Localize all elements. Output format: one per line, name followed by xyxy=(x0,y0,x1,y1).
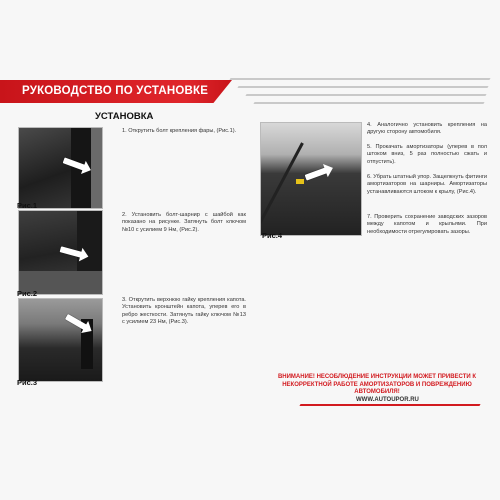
figure-1-photo xyxy=(18,127,103,209)
website-url[interactable]: WWW.AUTOUPOR.RU xyxy=(356,397,419,403)
figure-2-photo xyxy=(18,210,103,295)
warning-text xyxy=(266,374,488,397)
step-1-text: 1. Открутить болт крепления фары, (Рис.1). xyxy=(122,128,237,134)
banner-title: РУКОВОДСТВО ПО УСТАНОВКЕ xyxy=(22,85,209,97)
step-3-text: 3. Открутить верхнюю гайку крепления капота. Установить кронштейн капота, уперев его в ребро жесткости. Затянуть гайку ключом №13 с усилием 23 Нм, (Рис.3). xyxy=(122,297,246,326)
section-title: УСТАНОВКА xyxy=(95,111,154,122)
step-5-text: 5. Прокачать амортизаторы (уперев в пол штоком вниз, 5 раз полностью сжать и отпустить). xyxy=(367,144,487,165)
warning-line-2: НЕКОРРЕКТНОЙ РАБОТЕ АМОРТИЗАТОРОВ И ПОВРЕЖДЕНИЮ xyxy=(282,381,472,388)
figure-3-caption: Рис.3 xyxy=(17,378,38,387)
arrow-icon xyxy=(305,167,328,180)
figure-3-photo xyxy=(18,298,103,382)
step-7-text: 7. Проверить сохранение заводских зазоров между капотом и крыльями. При необходимости отрегулировать зазоры. xyxy=(367,214,487,235)
step-4-text: 4. Аналогично установить крепления на другую сторону автомобиля. xyxy=(367,122,487,136)
warning-line-3: АВТОМОБИЛЯ! xyxy=(354,389,400,395)
figure-4-caption: Рис.4 xyxy=(262,231,283,240)
step-2-text: 2. Установить болт-шарнир с шайбой как показано на рисунке. Затянуть болт ключом №10 с усилием 9 Нм, (Рис.2). xyxy=(122,212,246,233)
figure-1-caption: Рис.1 xyxy=(17,201,38,210)
warning-line-1: ВНИМАНИЕ! НЕСОБЛЮДЕНИЕ ИНСТРУКЦИИ МОЖЕТ ПРИВЕСТИ К xyxy=(277,374,477,380)
figure-4-photo xyxy=(260,122,362,236)
arrow-icon xyxy=(65,314,87,330)
figure-2-caption: Рис.2 xyxy=(17,289,38,298)
step-6-text: 6. Убрать штатный упор. Защелкнуть фитинги амортизаторов на шарниры. Амортизаторы устанавливаются штоком к крылу, (Рис.4). xyxy=(367,174,487,195)
footer-accent-line xyxy=(299,404,480,406)
